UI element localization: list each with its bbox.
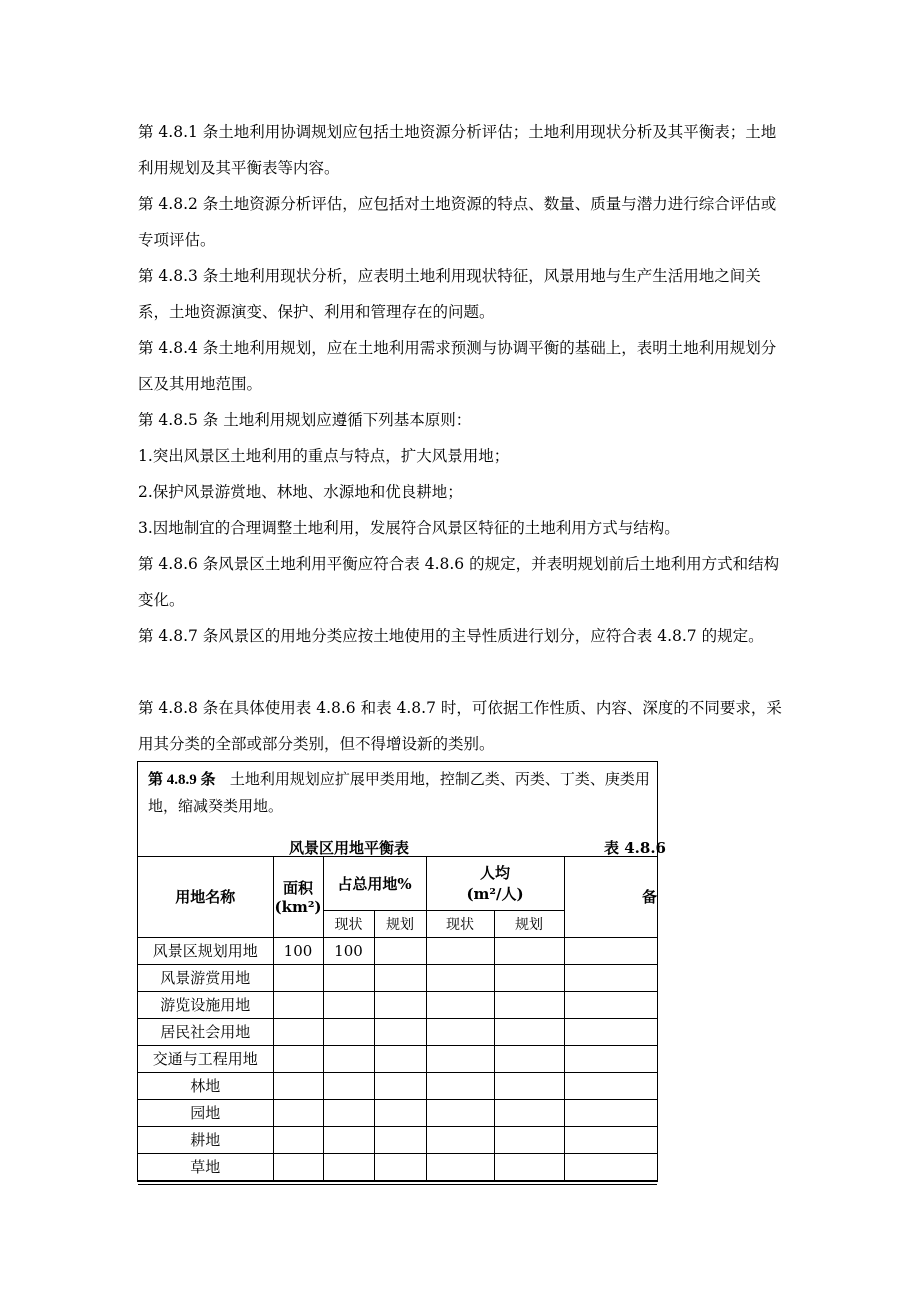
cell-pc-planned xyxy=(494,1045,564,1072)
cell-pc-planned xyxy=(494,1018,564,1045)
cell-share-current xyxy=(323,1072,374,1099)
header-share-current: 现状 xyxy=(323,910,374,937)
cell-pc-planned xyxy=(494,1153,564,1180)
cell-pc-current xyxy=(426,1126,494,1153)
table-row xyxy=(138,991,657,1018)
paragraph-4-8-6: 第 4.8.6 条风景区土地利用平衡应符合表 4.8.6 的规定，并表明规划前后土地利用方式和结构变化。 xyxy=(138,555,780,609)
cell-name: 风景游赏用地 xyxy=(138,964,273,991)
cell-share-current xyxy=(323,1018,374,1045)
cell-share-planned xyxy=(374,964,426,991)
cell-remark xyxy=(564,991,657,1018)
header-share-planned: 规划 xyxy=(374,910,426,937)
header-land-name: 用地名称 xyxy=(138,857,273,937)
header-remark: 备 xyxy=(564,857,657,937)
table-header-row xyxy=(138,857,657,910)
cell-share-current xyxy=(323,1153,374,1180)
cell-name: 风景区规划用地 xyxy=(138,937,273,964)
cell-share-planned xyxy=(374,1072,426,1099)
principle-2: 2.保护风景游赏地、林地、水源地和优良耕地； xyxy=(138,483,463,501)
cell-share-planned xyxy=(374,1045,426,1072)
table-row xyxy=(138,964,657,991)
table-bottom-rule xyxy=(138,1184,657,1185)
cell-share-planned xyxy=(374,1099,426,1126)
paragraph-4-8-8: 第 4.8.8 条在具体使用表 4.8.6 和表 4.8.7 时，可依据工作性质、内容、深度的不同要求，采用其分类的全部或部分类别，但不得增设新的类别。 xyxy=(138,699,782,753)
cell-share-current xyxy=(323,991,374,1018)
header-per-capita: 人均 (m²/人) xyxy=(426,857,564,910)
principle-1: 1.突出风景区土地利用的重点与特点，扩大风景用地； xyxy=(138,447,510,465)
cell-pc-current xyxy=(426,1018,494,1045)
header-per-capita-planned: 规划 xyxy=(494,910,564,937)
cell-name: 草地 xyxy=(138,1153,273,1180)
cell-area xyxy=(273,964,323,991)
table-row xyxy=(138,1099,657,1126)
table-row xyxy=(138,1072,657,1099)
cell-area xyxy=(273,991,323,1018)
principle-3: 3.因地制宜的合理调整土地利用，发展符合风景区特征的土地利用方式与结构。 xyxy=(138,519,680,537)
cell-remark xyxy=(564,1126,657,1153)
article-4-8-9-frame xyxy=(137,761,666,1182)
cell-remark xyxy=(564,937,657,964)
cell-name: 交通与工程用地 xyxy=(138,1045,273,1072)
paragraph-4-8-3: 第 4.8.3 条土地利用现状分析，应表明土地利用现状特征，风景用地与生产生活用地之间关系，土地资源演变、保护、利用和管理存在的问题。 xyxy=(138,267,761,321)
cell-area xyxy=(273,1072,323,1099)
paragraph-4-8-1: 第 4.8.1 条土地利用协调规划应包括土地资源分析评估；土地利用现状分析及其平衡表；土地利用规划及其平衡表等内容。 xyxy=(138,123,777,177)
cell-remark xyxy=(564,1072,657,1099)
cell-remark xyxy=(564,1153,657,1180)
table-row xyxy=(138,1126,657,1153)
table-row xyxy=(138,1018,657,1045)
cell-name: 居民社会用地 xyxy=(138,1018,273,1045)
header-share: 占总用地% xyxy=(323,857,426,910)
table-row xyxy=(138,937,657,964)
cell-area xyxy=(273,1099,323,1126)
article-4-8-9-label: 第 4.8.9 条 xyxy=(148,772,216,788)
paragraph-4-8-5: 第 4.8.5 条 土地利用规划应遵循下列基本原则： xyxy=(138,411,472,429)
cell-pc-planned xyxy=(494,1072,564,1099)
cell-name: 游览设施用地 xyxy=(138,991,273,1018)
cell-share-planned xyxy=(374,991,426,1018)
cell-pc-current xyxy=(426,1153,494,1180)
table-number: 表 4.8.6 xyxy=(604,839,666,857)
cell-area: 100 xyxy=(273,937,323,964)
cell-share-planned xyxy=(374,1153,426,1180)
header-per-capita-current: 现状 xyxy=(426,910,494,937)
cell-pc-planned xyxy=(494,991,564,1018)
cell-pc-current xyxy=(426,1099,494,1126)
article-4-8-9 xyxy=(148,766,656,819)
table-row xyxy=(138,1153,657,1180)
cell-area xyxy=(273,1126,323,1153)
table-row xyxy=(138,1045,657,1072)
table-body xyxy=(138,937,657,1180)
paragraph-4-8-2: 第 4.8.2 条土地资源分析评估，应包括对土地资源的特点、数量、质量与潜力进行综合评估或专项评估。 xyxy=(138,195,777,249)
paragraph-4-8-4: 第 4.8.4 条土地利用规划，应在土地利用需求预测与协调平衡的基础上，表明土地利用规划分区及其用地范围。 xyxy=(138,339,777,393)
article-4-8-9-text: 土地利用规划应扩展甲类用地，控制乙类、丙类、丁类、庚类用地，缩减癸类用地。 xyxy=(148,770,650,815)
cell-name: 园地 xyxy=(138,1099,273,1126)
cell-share-planned xyxy=(374,937,426,964)
cell-pc-current xyxy=(426,1045,494,1072)
cell-pc-planned xyxy=(494,1126,564,1153)
cell-remark xyxy=(564,1018,657,1045)
cell-area xyxy=(273,1045,323,1072)
cell-pc-planned xyxy=(494,937,564,964)
cell-remark xyxy=(564,964,657,991)
cell-pc-current xyxy=(426,1072,494,1099)
cell-area xyxy=(273,1153,323,1180)
paragraph-4-8-7: 第 4.8.7 条风景区的用地分类应按土地使用的主导性质进行划分，应符合表 4.8.7 的规定。 xyxy=(138,627,764,645)
cell-share-current xyxy=(323,1099,374,1126)
cell-pc-planned xyxy=(494,1099,564,1126)
cell-share-current xyxy=(323,1045,374,1072)
cell-share-current xyxy=(323,1126,374,1153)
land-balance-table xyxy=(138,857,657,1181)
cell-pc-planned xyxy=(494,964,564,991)
cell-pc-current xyxy=(426,937,494,964)
header-area: 面积 (km²) xyxy=(273,857,323,937)
cell-share-planned xyxy=(374,1126,426,1153)
cell-remark xyxy=(564,1045,657,1072)
cell-pc-current xyxy=(426,991,494,1018)
cell-remark xyxy=(564,1099,657,1126)
cell-area xyxy=(273,1018,323,1045)
cell-pc-current xyxy=(426,964,494,991)
cell-share-planned xyxy=(374,1018,426,1045)
cell-share-current: 100 xyxy=(323,937,374,964)
table-title: 风景区用地平衡表 xyxy=(289,839,410,857)
cell-share-current xyxy=(323,964,374,991)
cell-name: 耕地 xyxy=(138,1126,273,1153)
cell-name: 林地 xyxy=(138,1072,273,1099)
